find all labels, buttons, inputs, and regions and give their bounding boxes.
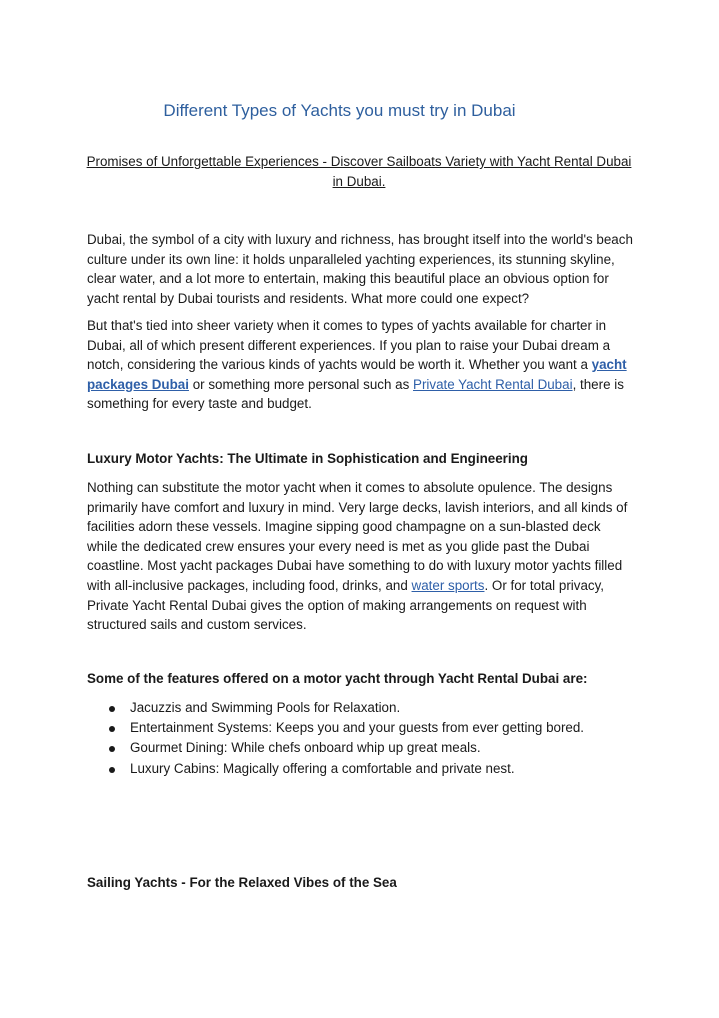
sailing-yachts-heading: Sailing Yachts - For the Relaxed Vibes of the Sea bbox=[87, 875, 397, 890]
feature-item-text: Luxury Cabins: Magically offering a comfortable and private nest. bbox=[130, 760, 515, 776]
intro-p2-text-before: But that's tied into sheer variety when it comes to types of yachts available for charter in Dubai, all of which present different experiences. If you plan to raise your Dubai dream a notch, considering the various kinds of yachts would be worth it. Whether you want a bbox=[87, 318, 611, 373]
private-yacht-rental-dubai-link[interactable]: Private Yacht Rental Dubai bbox=[413, 376, 573, 392]
luxury-motor-yachts-heading: Luxury Motor Yachts: The Ultimate in Sophistication and Engineering bbox=[87, 451, 528, 466]
features-heading: Some of the features offered on a motor yacht through Yacht Rental Dubai are: bbox=[87, 671, 588, 686]
list-item bbox=[87, 738, 633, 758]
luxury-text-after: . Or for total privacy, Private Yacht Rental Dubai gives the option of making arrangements on request with structured sails and custom services. bbox=[87, 577, 605, 633]
feature-item-text: Jacuzzis and Swimming Pools for Relaxation. bbox=[130, 700, 401, 715]
bullet-icon bbox=[109, 706, 115, 712]
water-sports-link[interactable]: water sports bbox=[411, 577, 485, 593]
document-title bbox=[0, 101, 719, 121]
intro-p2-text-middle: or something more personal such as bbox=[188, 376, 414, 392]
bullet-icon bbox=[109, 767, 115, 773]
intro-paragraph-1: Dubai, the symbol of a city with luxury and richness, has brought itself into the world's beach culture under its own line: it holds unparalleled yachting experiences, its stunning skyline, clear water, and a lot more to entertain, making this beautiful place an obvious option for yacht rental by Dubai tourists and residents. What more could one expect? bbox=[87, 232, 633, 306]
luxury-text-before: Nothing can substitute the motor yacht when it comes to absolute opulence. The designs primarily have comfort and luxury in mind. Very large decks, lavish interiors, and all kinds of facilities adorn these vessels. Imagine sipping good champagne on a sun-blasted deck while the dedicated crew ensures your every need is met as you glide past the Dubai coastline. Most yacht packages Dubai have something to do with luxury motor yachts filled with all-inclusive packages, including food, drinks, and bbox=[87, 480, 628, 593]
list-item bbox=[87, 698, 633, 718]
document-subtitle: Promises of Unforgettable Experiences - Discover Sailboats Variety with Yacht Rental Dubai in Dubai. bbox=[86, 154, 632, 189]
bullet-icon bbox=[109, 726, 115, 732]
yacht-packages-dubai-link[interactable]: yacht packages Dubai bbox=[87, 357, 627, 392]
feature-item-text: Entertainment Systems: Keeps you and your guests from ever getting bored. bbox=[130, 720, 585, 736]
intro-p2-text-after: , there is something for every taste and budget. bbox=[87, 376, 624, 412]
features-list bbox=[87, 698, 633, 779]
list-item bbox=[87, 718, 633, 738]
feature-item-text: Gourmet Dining: While chefs onboard whip up great meals. bbox=[130, 740, 481, 756]
bullet-icon bbox=[109, 746, 115, 752]
document-title-text: Different Types of Yachts you must try in Dubai bbox=[163, 101, 516, 120]
list-item bbox=[87, 759, 633, 779]
luxury-motor-yachts-paragraph bbox=[87, 478, 633, 635]
intro-paragraph-2 bbox=[87, 316, 633, 414]
